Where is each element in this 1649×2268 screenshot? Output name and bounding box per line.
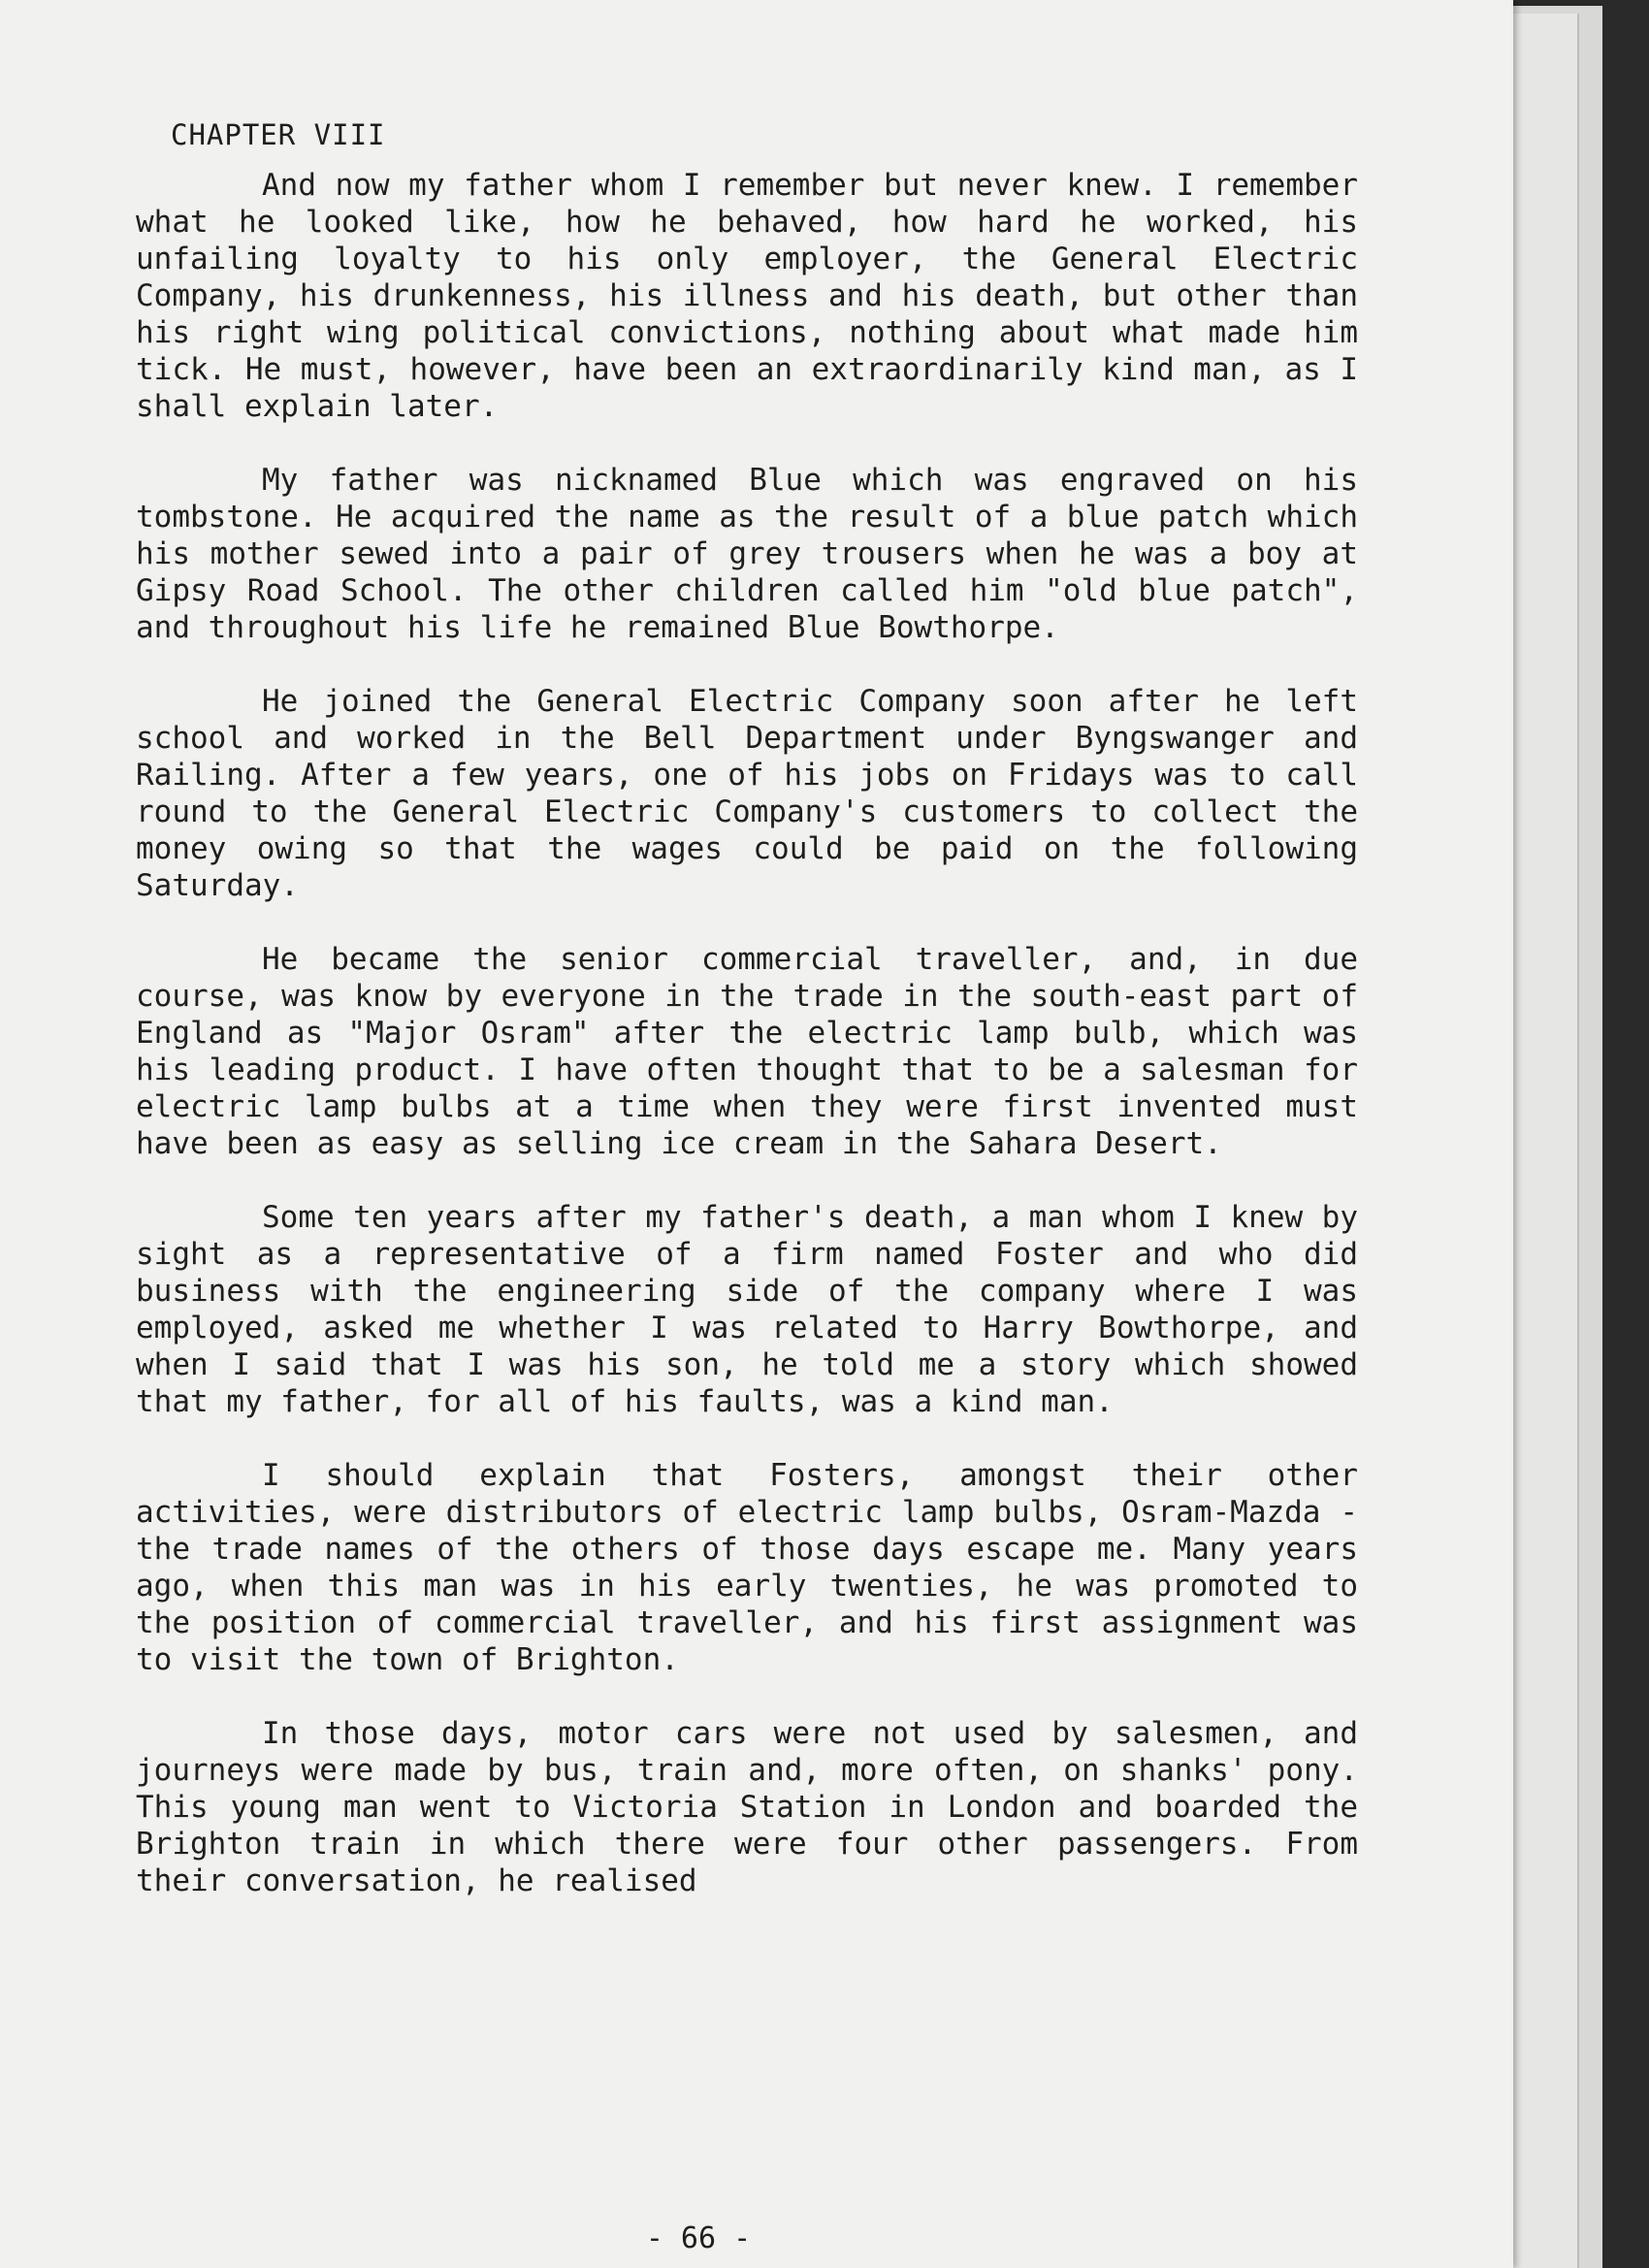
- paragraph-1: And now my father whom I remember but never knew. I remember what he looked like, how he behaved, how hard he worked, his unfailing loyalty to his only employer, the General Electric Company, his drunkenness, his illness and his death, but other than his right wing political convictions, nothing about what made him tick. He must, however, have been an extraordinarily kind man, as I shall explain later.: [136, 168, 1358, 424]
- chapter-heading: CHAPTER VIII: [171, 118, 386, 151]
- paragraph-3: He joined the General Electric Company soon after he left school and worked in the Bell Department under Byngswanger and Railing. After a few years, one of his jobs on Fridays was to call round to the General Electric Company's customers to collect the money owing so that the wages could be paid on the following Saturday.: [136, 684, 1358, 903]
- paragraph-6: I should explain that Fosters, amongst their other activities, were distributors of electric lamp bulbs, Osram-Mazda - the trade names of the others of those days escape me. Many years ago, when this man was in his early twenties, he was promoted to the position of commercial traveller, and his first assignment was to visit the town of Brighton.: [136, 1458, 1358, 1677]
- page-body: [136, 116, 1358, 1936]
- paragraph-5: Some ten years after my father's death, a man whom I knew by sight as a representative of a firm named Foster and who did business with the engineering side of the company where I was employed, asked me whether I was related to Harry Bowthorpe, and when I said that I was his son, he told me a story which showed that my father, for all of his faults, was a kind man.: [136, 1200, 1358, 1419]
- paragraph-2: My father was nicknamed Blue which was engraved on his tombstone. He acquired the name as the result of a blue patch which his mother sewed into a pair of grey trousers when he was a boy at Gipsy Road School. The other children called him "old blue patch", and throughout his life he remained Blue Bowthorpe.: [136, 463, 1358, 645]
- paragraph-4: He became the senior commercial traveller, and, in due course, was know by everyone in the trade in the south-east part of England as "Major Osram" after the electric lamp bulb, which was his leading product. I have often thought that to be a salesman for electric lamp bulbs at a time when they were first invented must have been as easy as selling ice cream in the Sahara Desert.: [136, 942, 1358, 1161]
- paragraph-7: In those days, motor cars were not used by salesmen, and journeys were made by bus, train and, more often, on shanks' pony. This young man went to Victoria Station in London and boarded the Brighton train in which there were four other passengers. From their conversation, he realised: [136, 1716, 1358, 1898]
- page-number: - 66 -: [645, 2221, 752, 2255]
